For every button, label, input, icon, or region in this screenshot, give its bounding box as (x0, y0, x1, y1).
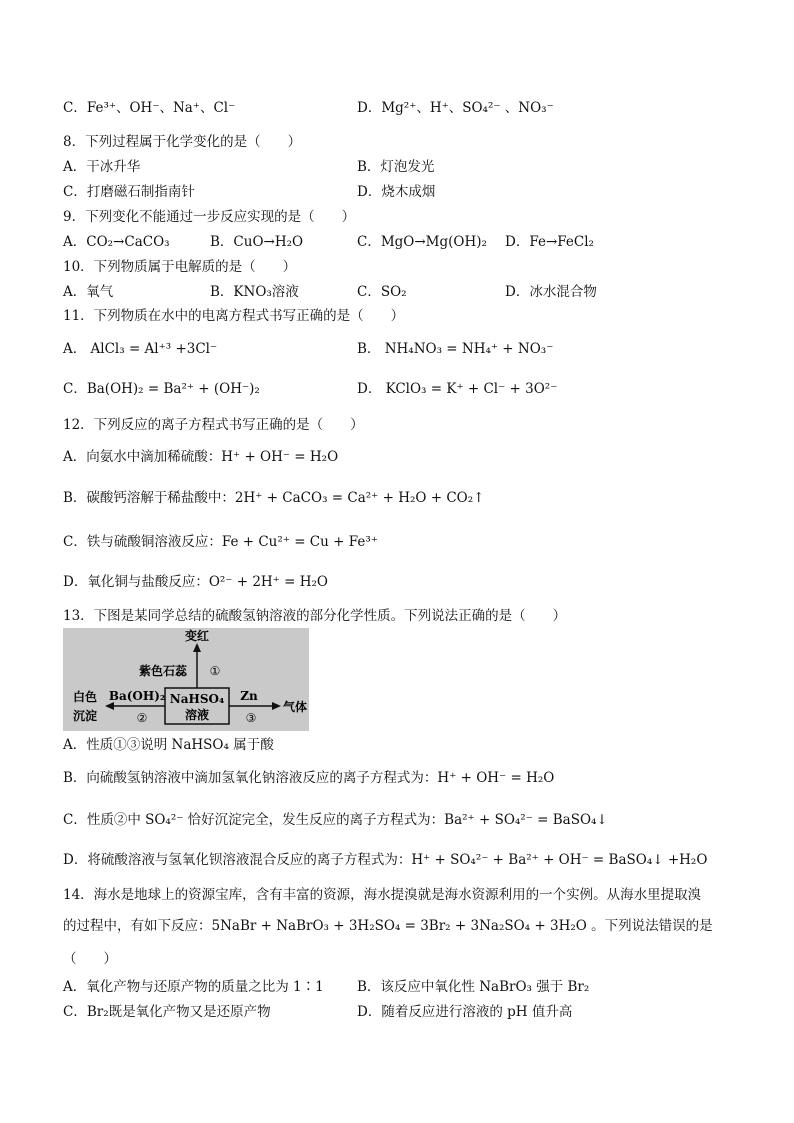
q10-option-d: D．冰水混合物 (505, 284, 597, 300)
q9-option-d: D．Fe→FeCl₂ (505, 234, 594, 250)
left-result-1: 白色 (72, 690, 98, 704)
left-num: ② (136, 711, 148, 725)
q10-option-b: B．KNO₃溶液 (210, 284, 299, 300)
q9-stem: 9．下列变化不能通过一步反应实现的是（ ） (63, 209, 356, 225)
q11-option-a: A． AlCl₃ = Al⁺³ +3Cl⁻ (63, 341, 218, 357)
q10-option-c: C．SO₂ (357, 284, 407, 300)
top-result: 变红 (184, 629, 210, 643)
q9-option-b: B．CuO→H₂O (210, 234, 304, 250)
nahso4-properties-diagram (63, 628, 309, 731)
q9-option-a: A．CO₂→CaCO₃ (63, 234, 170, 250)
top-num: ① (209, 664, 221, 678)
q12-option-b: B．碳酸钙溶解于稀盐酸中：2H⁺ + CaCO₃ = Ca²⁺ + H₂O + CO₂↑ (63, 490, 485, 506)
left-result-2: 沉淀 (72, 709, 98, 723)
q12-option-c: C．铁与硫酸铜溶液反应：Fe + Cu²⁺ = Cu + Fe³⁺ (63, 534, 378, 550)
q11-option-c: C．Ba(OH)₂ = Ba²⁺ + (OH⁻)₂ (63, 381, 260, 397)
q14-stem-line-2: 的过程中，有如下反应：5NaBr + NaBrO₃ + 3H₂SO₄ = 3Br₂ + 3Na₂SO₄ + 3H₂O 。下列说法错误的是 (63, 918, 713, 934)
q13-option-a: A．性质①③说明 NaHSO₄ 属于酸 (63, 737, 274, 753)
right-reagent: Zn (240, 689, 258, 703)
q14-option-d: D．随着反应进行溶液的 pH 值升高 (357, 1004, 573, 1020)
q14-option-a: A．氧化产物与还原产物的质量之比为 1∶1 (63, 979, 324, 995)
q13-option-c: C．性质②中 SO₄²⁻ 恰好沉淀完全，发生反应的离子方程式为：Ba²⁺ + SO₄²⁻ = BaSO₄↓ (63, 812, 608, 828)
q11-option-d: D． KClO₃ = K⁺ + Cl⁻ + 3O²⁻ (357, 381, 558, 397)
q8-stem: 8．下列过程属于化学变化的是（ ） (63, 134, 302, 150)
q8-option-a: A．干冰升华 (63, 159, 141, 175)
q7-option-d: D．Mg²⁺、H⁺、SO₄²⁻ 、NO₃⁻ (357, 100, 554, 116)
q7-option-c: C．Fe³⁺、OH⁻、Na⁺、Cl⁻ (63, 100, 236, 116)
q14-stem-line-3: （ ） (63, 951, 117, 967)
q13-stem: 13．下图是某同学总结的硫酸氢钠溶液的部分化学性质。下列说法正确的是（ ） (63, 608, 567, 624)
q10-stem: 10．下列物质属于电解质的是（ ） (63, 259, 297, 275)
q13-option-b: B．向硫酸氢钠溶液中滴加氢氧化钠溶液反应的离子方程式为：H⁺ + OH⁻ = H₂O (63, 770, 555, 786)
q8-option-c: C．打磨磁石制指南针 (63, 184, 195, 200)
center-label-2: 溶液 (184, 708, 210, 722)
q11-option-b: B． NH₄NO₃ = NH₄⁺ + NO₃⁻ (357, 341, 554, 357)
left-reagent: Ba(OH)₂ (108, 689, 166, 703)
q8-option-d: D．烧木成烟 (357, 184, 436, 200)
q12-stem: 12．下列反应的离子方程式书写正确的是（ ） (63, 417, 364, 433)
q9-option-c: C．MgO→Mg(OH)₂ (357, 234, 487, 250)
q12-option-d: D．氧化铜与盐酸反应：O²⁻ + 2H⁺ = H₂O (63, 574, 328, 590)
right-result: 气体 (282, 700, 308, 714)
q8-option-b: B．灯泡发光 (357, 159, 435, 175)
q12-option-a: A．向氨水中滴加稀硫酸：H⁺ + OH⁻ = H₂O (63, 449, 339, 465)
q11-stem: 11．下列物质在水中的电离方程式书写正确的是（ ） (63, 308, 405, 324)
q13-option-d: D．将硫酸溶液与氢氧化钡溶液混合反应的离子方程式为：H⁺ + SO₄²⁻ + Ba²⁺ + OH⁻ = BaSO₄↓ +H₂O (63, 852, 708, 868)
q14-stem-line-1: 14．海水是地球上的资源宝库，含有丰富的资源，海水提溴就是海水资源利用的一个实例。从海水里提取溴 (63, 887, 702, 903)
q14-option-b: B．该反应中氧化性 NaBrO₃ 强于 Br₂ (357, 979, 590, 995)
right-num: ③ (245, 711, 257, 725)
q10-option-a: A．氧气 (63, 284, 114, 300)
top-reagent: 紫色石蕊 (138, 664, 188, 678)
center-label-1: NaHSO₄ (169, 692, 225, 706)
q14-option-c: C．Br₂既是氧化产物又是还原产物 (63, 1004, 271, 1020)
